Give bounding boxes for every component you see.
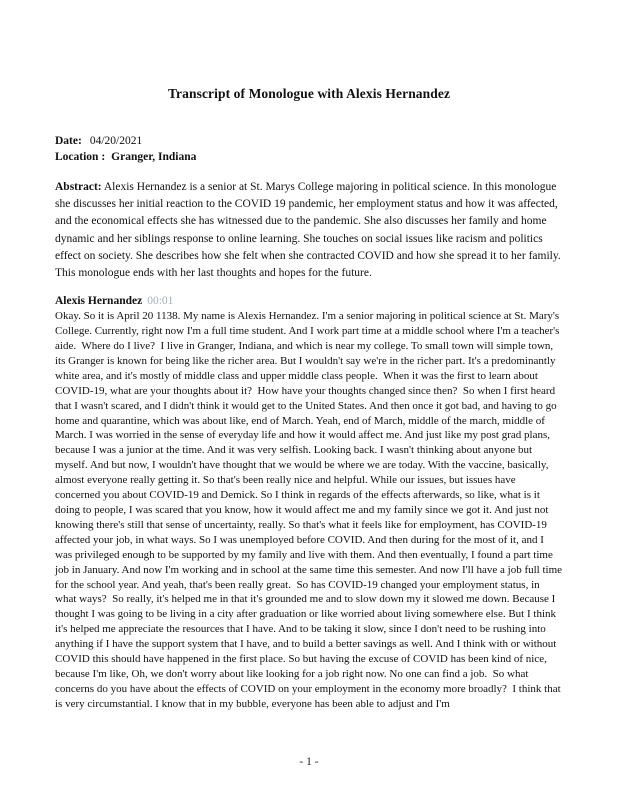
abstract-label: Abstract: — [55, 181, 102, 193]
location-value: Granger, Indiana — [111, 150, 197, 163]
date-label: Date: — [55, 135, 82, 147]
speaker-line — [55, 294, 563, 309]
location-line — [55, 150, 563, 166]
location-label: Location : — [55, 150, 106, 163]
date-line — [55, 134, 563, 150]
speaker-name: Alexis Hernandez — [55, 295, 143, 308]
date-value: 04/20/2021 — [89, 135, 143, 147]
timestamp: 00:01 — [147, 295, 174, 308]
meta-block — [55, 134, 563, 165]
page-title: Transcript of Monologue with Alexis Hernandez — [167, 86, 451, 101]
page-number: - 1 - — [299, 756, 319, 768]
abstract-text: Alexis Hernandez is a senior at St. Marys College majoring in political science. In this monologue she discusses her initial reaction to the COVID 19 pandemic, her employment status and how it was affected, and the economical effects she has witnessed due to the pandemic. She also discusses her family and home dynamic and her siblings response to online learning. She touches on social issues like racism and politics effect on society. She describes how she felt when she contracted COVID and how she spread it to her family. This monologue ends with her last thoughts and hopes for the future. — [55, 181, 564, 280]
monologue-text: Okay. So it is April 20 1138. My name is Alexis Hernandez. I'm a senior majoring in political science at St. Mary's College. Currently, right now I'm a full time student. And I work part time at a middle school where I'm a teacher's aide. Where do I live? I live in Granger, Indiana, and which is near my college. To small town will simple town, its Granger is known for being like the richer area. But I wouldn't say we're in the richer part. It's a predominantly white area, and it's mostly of middle class and upper middle class people. When it was the first to learn about COVID-19, what are your thoughts about it? How have your thoughts changed since then? So when I first heard that I wasn't scared, and I didn't think it would get to the United States. And then once it got bad, and having to go home and quarantine, which was about like, end of March. Yeah, end of March, middle of the march, middle of March. I was worried in the sense of everyday life and how it would affect me. And just like my post grad plans, because I was a junior at the time. And it was very selfish. Looking back. I wasn't thinking about anyone but myself. And but now, I wouldn't have thought that we would be where we are today. With the vaccine, basically, almost everyone really getting it. So that's been really nice and helpful. While our issues, but issues have concerned you about COVID-19 and Demick. So I think in regards of the effects afterwards, so like, what is it doing to people, I was scared that you know, how it would affect me and my family since we got it. And just not knowing there's still that sense of uncertainty, really. So that's what it feels like for employment, has COVID-19 affected your job, in what ways. So I was unemployed before COVID. And then during for the most of it, and I was privileged enough to be supported by my family and live with them. And then eventually, I found a part time job in January. And now I'm working and in school at the same time this semester. And now I'll have a job full time for the school year. And yeah, that's been really great. So has COVID-19 changed your employment status, in what ways? So really, it's helped me in that it's grounded me and to slow down my it slowed me down. Because I thought I was going to be living in a city after graduation or like worried about living somewhere else. But I think it's helped me appreciate the resources that I have. And to be taking it slow, since I don't need to be rushing into anything if I have the support system that I have, and to build a better savings as well. And I think with or without COVID this should have happened in the first place. So but having the excuse of COVID has been kind of nice, because I'm like, Oh, we don't worry about like looking for a job right now. No one can find a job. So what concerns do you have about the effects of COVID on your employment in the economy more broadly? I think that is very circumstantial. I know that in my bubble, everyone has been able to adjust and I'm — [55, 310, 565, 710]
abstract-paragraph — [55, 179, 563, 282]
